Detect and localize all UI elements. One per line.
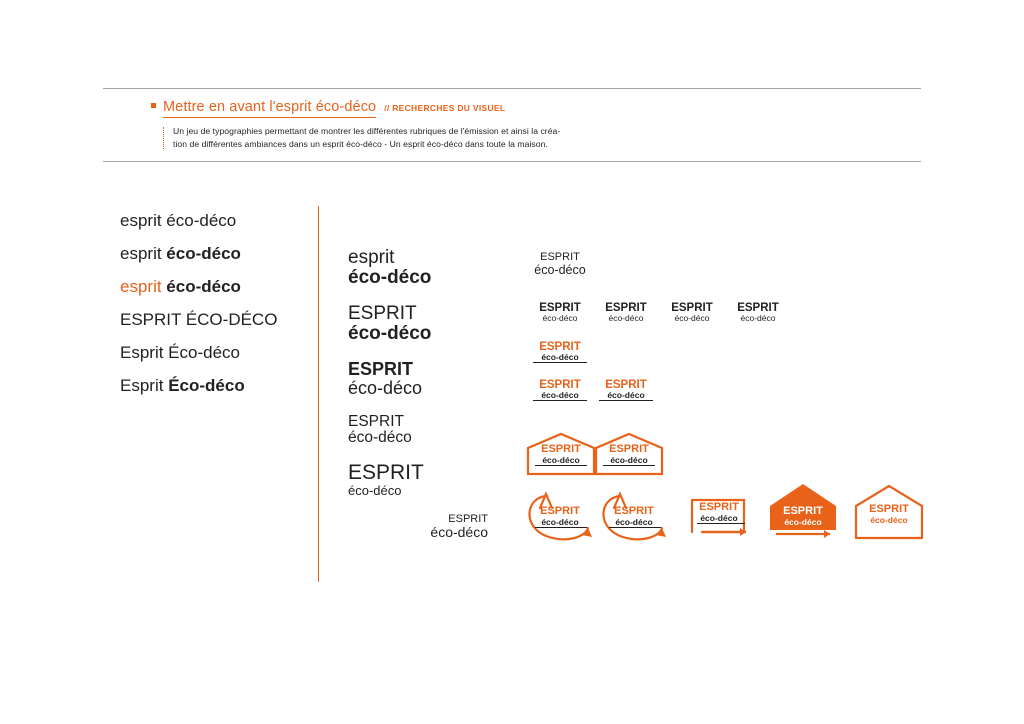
underline-rule bbox=[533, 362, 587, 363]
logo-mark bbox=[586, 379, 666, 400]
mark-line2: éco-déco bbox=[608, 313, 644, 324]
mark-line1: ESPRIT bbox=[540, 251, 580, 263]
lockup-line2: éco-déco bbox=[348, 483, 402, 499]
lockup-line2: éco-déco bbox=[348, 377, 423, 398]
arrow-circle-house-icon bbox=[594, 484, 672, 546]
variant-text-rest: éco-déco bbox=[161, 211, 237, 230]
header-bottom-rule bbox=[103, 161, 921, 162]
lockup-line1: ESPRIT bbox=[348, 412, 404, 430]
variant-text-bold: Éco-déco bbox=[168, 376, 245, 395]
variant-text-orange: esprit bbox=[120, 277, 167, 296]
mark-line2: éco-déco bbox=[700, 512, 738, 523]
house-label bbox=[526, 444, 596, 464]
lockup bbox=[348, 304, 488, 344]
mark-line2: éco-déco bbox=[740, 313, 776, 324]
mark-line1: ESPRIT bbox=[699, 501, 739, 513]
header-content bbox=[103, 89, 921, 161]
description-line: Un jeu de typographies permettant de montrer les différentes rubriques de l'émission et ainsi la créa- bbox=[173, 125, 561, 136]
lockup bbox=[348, 414, 488, 447]
variant-text: esprit bbox=[120, 211, 162, 230]
underline-rule bbox=[535, 465, 587, 466]
list-item bbox=[120, 212, 310, 229]
mark-line1: ESPRIT bbox=[869, 503, 909, 515]
mark-line1: ESPRIT bbox=[783, 505, 823, 517]
list-item bbox=[120, 245, 310, 262]
mark-line1: ESPRIT bbox=[541, 443, 581, 455]
lockup-line2: éco-déco bbox=[348, 428, 412, 446]
house-label bbox=[528, 506, 592, 526]
lockup-stack bbox=[348, 248, 488, 556]
lockup bbox=[348, 514, 488, 540]
variant-text: ESPRIT ÉCO-DÉCO bbox=[120, 310, 278, 329]
lockup-line2: éco-déco bbox=[348, 322, 432, 344]
dotted-divider bbox=[163, 127, 165, 150]
mark-line2: éco-déco bbox=[674, 313, 710, 324]
header-block bbox=[103, 88, 921, 162]
mark-line2: éco-déco bbox=[610, 454, 648, 465]
lockup-line1: ESPRIT bbox=[348, 461, 424, 485]
mark-line2: éco-déco bbox=[534, 262, 586, 277]
logo-mark bbox=[505, 252, 615, 277]
description-line: tion de différentes ambiances dans un esprit éco-déco - Un esprit éco-déco dans toute la maison. bbox=[173, 138, 548, 149]
lockup-line1: ESPRIT bbox=[448, 512, 488, 525]
mark-line2: éco-déco bbox=[784, 516, 822, 527]
house-label bbox=[690, 502, 748, 522]
variant-text-bold: éco-déco bbox=[166, 244, 241, 263]
mark-line2: éco-déco bbox=[542, 454, 580, 465]
variant-text: Esprit Éco-déco bbox=[120, 343, 240, 362]
house-label bbox=[856, 504, 922, 524]
mark-line2: éco-déco bbox=[541, 390, 579, 401]
vertical-divider bbox=[318, 206, 319, 582]
lockup-line1: ESPRIT bbox=[348, 302, 417, 324]
lockup bbox=[348, 462, 488, 498]
house-outline-icon bbox=[594, 432, 664, 476]
list-item bbox=[120, 311, 310, 328]
typography-variants-list bbox=[120, 212, 310, 410]
lockup bbox=[348, 360, 488, 398]
list-item bbox=[120, 377, 310, 394]
list-item bbox=[120, 344, 310, 361]
underline-rule bbox=[609, 527, 661, 528]
variant-text: Esprit bbox=[120, 376, 169, 395]
variant-text-bold: éco-déco bbox=[166, 277, 241, 296]
page-subtitle: // RECHERCHES DU VISUEL bbox=[384, 103, 506, 113]
mark-line2: éco-déco bbox=[615, 516, 653, 527]
house-label bbox=[594, 444, 664, 464]
solid-house-arrow-icon bbox=[766, 482, 840, 546]
lockup-line2: éco-déco bbox=[348, 266, 432, 288]
mark-line1: ESPRIT bbox=[539, 302, 581, 314]
page-title: Mettre en avant l'esprit éco-déco bbox=[163, 99, 376, 118]
mark-line1: ESPRIT bbox=[614, 505, 654, 517]
mark-line2: éco-déco bbox=[541, 352, 579, 363]
mark-line2: éco-déco bbox=[542, 313, 578, 324]
lockup bbox=[348, 248, 488, 288]
underline-rule bbox=[603, 465, 655, 466]
variant-text: esprit bbox=[120, 244, 167, 263]
underline-rule bbox=[533, 400, 587, 401]
lockup-line2: éco-déco bbox=[430, 524, 488, 541]
mark-line1: ESPRIT bbox=[540, 505, 580, 517]
lockup-line1: esprit bbox=[348, 247, 395, 268]
underline-rule bbox=[599, 400, 653, 401]
arrow-box-icon bbox=[684, 492, 756, 546]
mark-line1: ESPRIT bbox=[737, 302, 779, 314]
logo-mark bbox=[520, 341, 600, 362]
mark-line2: éco-déco bbox=[541, 516, 579, 527]
house-label bbox=[770, 506, 836, 526]
underline-rule bbox=[535, 527, 587, 528]
lockup-line1: ESPRIT bbox=[348, 358, 414, 379]
arrow-circle-house-icon bbox=[520, 484, 598, 546]
description-block bbox=[163, 125, 921, 152]
header-title-row bbox=[163, 99, 921, 118]
mark-line2: éco-déco bbox=[607, 390, 645, 401]
mark-line1: ESPRIT bbox=[539, 379, 581, 391]
logo-mark bbox=[718, 302, 798, 323]
house-label bbox=[602, 506, 666, 526]
list-item bbox=[120, 278, 310, 295]
square-bullet-icon bbox=[151, 103, 156, 108]
house-outline-icon bbox=[526, 432, 596, 476]
mark-line1: ESPRIT bbox=[605, 302, 647, 314]
mark-line1: ESPRIT bbox=[609, 443, 649, 455]
mark-line2: éco-déco bbox=[870, 514, 908, 525]
mark-line1: ESPRIT bbox=[671, 302, 713, 314]
mark-line1: ESPRIT bbox=[605, 379, 647, 391]
house-outline-icon bbox=[852, 484, 926, 544]
mark-line1: ESPRIT bbox=[539, 341, 581, 353]
underline-rule bbox=[697, 523, 745, 524]
